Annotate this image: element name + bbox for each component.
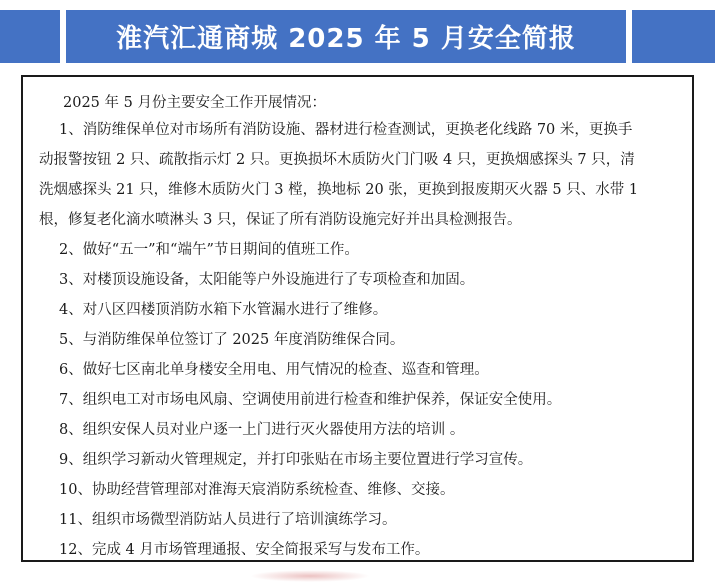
- title-banner: [0, 0, 715, 66]
- report-line: 6、做好七区南北单身楼安全用电、用气情况的检查、巡查和管理。: [59, 362, 489, 378]
- report-line: 2、做好“五一”和“端午”节日期间的值班工作。: [59, 242, 359, 258]
- report-line: 12、完成 4 月市场管理通报、安全简报采写与发布工作。: [59, 542, 430, 558]
- report-line: 1、消防维保单位对市场所有消防设施、器材进行检查测试，更换老化线路 70 米，更换手: [59, 122, 633, 138]
- report-line: 3、对楼顶设施设备，太阳能等户外设施进行了专项检查和加固。: [59, 272, 475, 288]
- banner-right-block: [632, 10, 715, 63]
- report-line: 11、组织市场微型消防站人员进行了培训演练学习。: [59, 512, 397, 528]
- bottom-decoration: [250, 570, 370, 582]
- report-title: 淮汽汇通商城 2025 年 5 月安全简报: [116, 24, 576, 54]
- report-line: 4、对八区四楼顶消防水箱下水管漏水进行了维修。: [59, 302, 388, 318]
- report-line: 9、组织学习新动火管理规定，并打印张贴在市场主要位置进行学习宣传。: [59, 452, 533, 468]
- banner-title-block: [66, 10, 626, 63]
- report-line: 根，修复老化滴水喷淋头 3 只，保证了所有消防设施完好并出具检测报告。: [39, 212, 522, 228]
- report-line: 洗烟感探头 21 只，维修木质防火门 3 樘，换地标 20 张，更换到报废期灭火器 5 只、水带 1: [39, 182, 639, 198]
- report-line: 8、组织安保人员对业户逐一上门进行灭火器使用方法的培训 。: [59, 422, 465, 438]
- report-line: 10、协助经营管理部对淮海天宸消防系统检查、维修、交接。: [59, 482, 455, 498]
- report-intro: 2025 年 5 月份主要安全工作开展情况：: [63, 95, 326, 111]
- report-content-box: [21, 75, 694, 562]
- report-line: 7、组织电工对市场电风扇、空调使用前进行检查和维护保养，保证安全使用。: [59, 392, 562, 408]
- report-line: 动报警按钮 2 只、疏散指示灯 2 只。更换损坏木质防火门门吸 4 只，更换烟感探头 7 只，清: [39, 152, 635, 168]
- report-line: 5、与消防维保单位签订了 2025 年度消防维保合同。: [59, 332, 405, 348]
- banner-left-block: [0, 10, 60, 63]
